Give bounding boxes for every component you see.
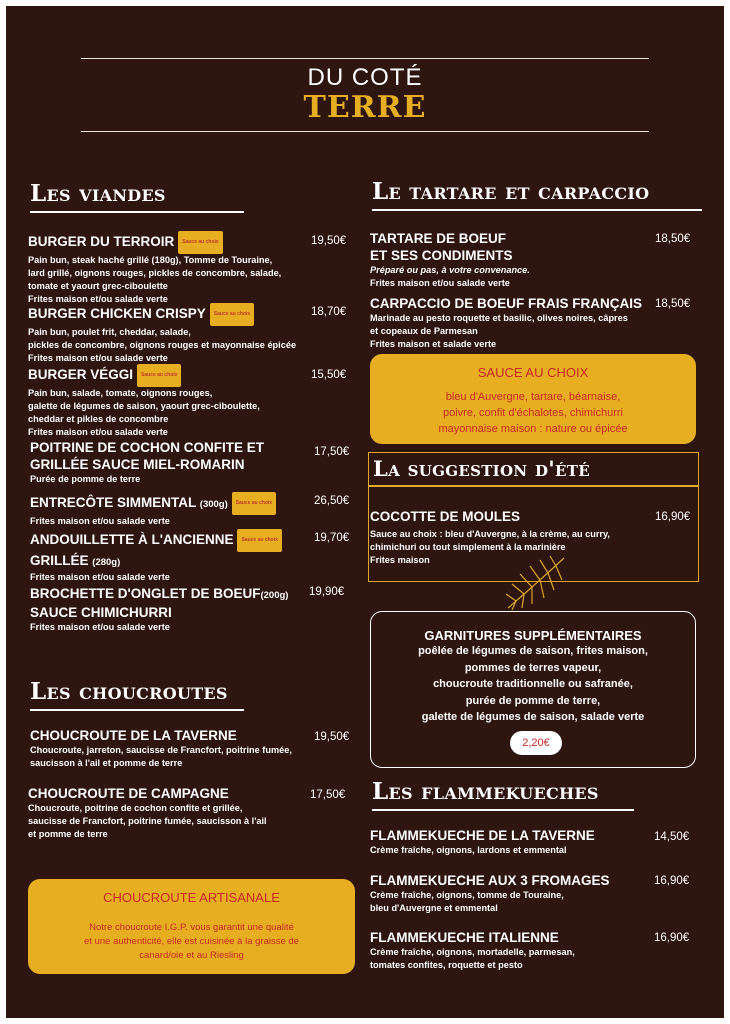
item-price: 16,90€ [655, 511, 691, 523]
section-underline [30, 709, 244, 711]
section-title-choucroutes: Les choucroutes [30, 678, 228, 705]
item-badge: Sauce au choix [232, 492, 276, 515]
item-price: 17,50€ [314, 446, 350, 458]
menu-item-brochette [30, 585, 320, 634]
item-price: 19,50€ [311, 235, 347, 247]
item-description: Pain bun, salade, tomate, oignons rouges, [28, 388, 213, 398]
item-weight: (200g) [260, 590, 289, 601]
item-name: POITRINE DE COCHON CONFITE ET [30, 440, 265, 455]
item-description: et pomme de terre [28, 829, 108, 839]
info-box-text: et une authenticité, elle est cuisinée à la graisse de [84, 936, 299, 947]
item-price: 15,50€ [311, 369, 347, 381]
section-underline [372, 209, 702, 211]
item-price: 18,50€ [655, 233, 691, 245]
item-badge: Sauce au choix [178, 231, 222, 254]
menu-item-burger-chicken [28, 303, 328, 365]
item-weight: (280g) [92, 557, 121, 568]
garnitures-price: 2,20€ [510, 731, 562, 755]
item-name: CHOUCROUTE DE CAMPAGNE [28, 786, 229, 801]
garnitures-text: purée de pomme de terre, [465, 694, 601, 707]
item-description: tomates confites, roquette et pesto [370, 960, 523, 970]
item-description: Choucroute, poitrine de cochon confite et grillée, [28, 803, 243, 813]
menu-item-flamm-taverne [370, 827, 660, 857]
section-title-tartare: Le tartare et carpaccio [372, 178, 650, 205]
item-price: 16,90€ [654, 932, 690, 944]
menu-item-entrecote [30, 492, 320, 528]
info-box-title: SAUCE AU CHOIX [477, 365, 589, 380]
header-title: TERRE [303, 90, 427, 125]
item-name: COCOTTE DE MOULES [370, 509, 521, 524]
item-description: Crème fraîche, oignons, mortadelle, parmesan, [370, 947, 575, 957]
item-description: Crème fraîche, oignons, tomme de Touraine, [370, 890, 564, 900]
garnitures-title: GARNITURES SUPPLÉMENTAIRES [424, 628, 642, 643]
item-name: CHOUCROUTE DE LA TAVERNE [30, 728, 237, 743]
item-description: pickles de concombre, oignons rouges et mayonnaise épicée [28, 340, 297, 350]
item-description: saucisse de Francfort, poitrine fumée, saucisson à l'ail [28, 816, 267, 826]
header-subtitle: DU COTÉ [307, 64, 423, 91]
item-badge: Sauce au choix [237, 529, 281, 552]
item-price: 26,50€ [314, 495, 350, 507]
menu-item-andouillette [30, 529, 320, 584]
menu-item-flamm-fromages [370, 872, 660, 915]
item-name: FLAMMEKUECHE DE LA TAVERNE [370, 828, 595, 843]
item-description: Marinade au pesto roquette et basilic, olives noires, câpres [370, 313, 628, 323]
item-description: Frites maison et/ou salade verte [30, 622, 170, 632]
item-description: saucisson à l'ail et pomme de terre [30, 758, 183, 768]
item-description: tomate et yaourt grec-ciboulette [28, 281, 168, 291]
item-price: 17,50€ [310, 789, 346, 801]
item-price: 19,70€ [314, 532, 350, 544]
garnitures-text: choucroute traditionnelle ou safranée, [433, 678, 633, 690]
item-price: 19,90€ [309, 586, 345, 598]
item-name: ANDOUILLETTE À L'ANCIENNE [30, 532, 234, 548]
info-box-text: canard/oie et au Riesling [139, 950, 244, 961]
item-description: Frites maison et/ou salade verte [28, 427, 168, 437]
item-description: et copeaux de Parmesan [370, 326, 478, 336]
item-name: TARTARE DE BOEUF [370, 231, 506, 246]
menu-item-poitrine [30, 439, 310, 486]
section-title-flammekueches: Les flammekueches [372, 778, 599, 805]
item-description: cheddar et pikles de concombre [28, 414, 169, 424]
item-description [370, 264, 650, 277]
item-name: FLAMMEKUECHE ITALIENNE [370, 930, 559, 945]
item-name: ET SES CONDIMENTS [370, 248, 513, 263]
item-description: Choucroute, jarreton, saucisse de Francfort, poitrine fumée, [30, 745, 292, 755]
header-bottom-rule [81, 131, 649, 132]
item-name: BURGER VÉGGI [28, 367, 134, 383]
item-description: Frites maison et/ou salade verte [28, 353, 168, 363]
menu-item-burger-veggi [28, 364, 328, 439]
info-box-text: Notre choucroute I.G.P. vous garantit une qualité [89, 922, 294, 933]
header-top-rule [81, 58, 649, 59]
palm-leaf-icon [502, 554, 568, 612]
item-description: Frites maison et/ou salade verte [370, 278, 510, 288]
menu-item-carpaccio [370, 295, 660, 351]
item-price: 14,50€ [654, 831, 690, 843]
item-description: Purée de pomme de terre [30, 474, 141, 484]
item-description: chimichuri ou tout simplement à la marinière [370, 542, 566, 552]
item-badge: Sauce au choix [210, 303, 254, 326]
menu-item-tartare [370, 230, 650, 290]
info-box-sauce [370, 354, 696, 444]
menu-item-choucroute-taverne [30, 727, 330, 770]
info-box-text: bleu d'Auvergne, tartare, béarnaise, [445, 391, 621, 403]
section-underline [368, 485, 698, 487]
item-description: Frites maison et/ou salade verte [30, 516, 170, 526]
garnitures-text: galette de légumes de saison, salade verte [421, 711, 645, 723]
item-description: Pain bun, poulet frit, cheddar, salade, [28, 327, 191, 337]
item-badge: Sauce au choix [137, 364, 181, 387]
menu-page [6, 6, 724, 1018]
item-price: 18,70€ [311, 306, 347, 318]
item-description: Pain bun, steak haché grillé (180g), Tomme de Touraine, [28, 255, 273, 265]
item-note: Préparé ou pas, à votre convenance. [370, 265, 530, 275]
item-name: BURGER DU TERROIR [28, 234, 175, 250]
item-description: Sauce au choix : bleu d'Auvergne, à la crème, au curry, [370, 529, 610, 539]
item-description: Crème fraîche, oignons, lardons et emmental [370, 845, 567, 855]
item-description: Frites maison et/ou salade verte [28, 294, 168, 304]
item-name: CARPACCIO DE BOEUF FRAIS FRANÇAIS [370, 296, 643, 311]
item-price: 19,50€ [314, 731, 350, 743]
garnitures-text: poêlée de légumes de saison, frites maison, [418, 645, 648, 657]
item-name: FLAMMEKUECHE AUX 3 FROMAGES [370, 873, 610, 888]
info-box-text: poivre, confit d'échalotes, chimichurri [442, 407, 623, 419]
item-description: galette de légumes de saison, yaourt grec-ciboulette, [28, 401, 260, 411]
item-description: bleu d'Auvergne et emmental [370, 903, 498, 913]
item-name: BROCHETTE D'ONGLET DE BOEUF [30, 586, 261, 601]
item-description: Frites maison [370, 555, 430, 565]
menu-item-burger-terroir [28, 231, 328, 306]
item-name: GRILLÉE SAUCE MIEL-ROMARIN [30, 457, 245, 472]
item-price: 18,50€ [655, 298, 691, 310]
item-description: Frites maison et/ou salade verte [30, 572, 170, 582]
section-underline [372, 809, 634, 811]
info-box-choucroute-artisanale [28, 879, 355, 974]
item-name: ENTRECÔTE SIMMENTAL [30, 495, 197, 511]
garnitures-text: pommes de terres vapeur, [464, 661, 602, 674]
menu-item-choucroute-campagne [28, 785, 328, 841]
info-box-title: CHOUCROUTE ARTISANALE [103, 890, 280, 905]
item-name: BURGER CHICKEN CRISPY [28, 306, 206, 322]
section-title-viandes: Les viandes [30, 180, 166, 207]
item-weight: (300g) [199, 499, 228, 511]
info-box-text: mayonnaise maison : nature ou épicée [438, 423, 628, 435]
item-price: 16,90€ [654, 875, 690, 887]
item-name: SAUCE CHIMICHURRI [30, 605, 172, 620]
item-name: GRILLÉE [30, 553, 89, 568]
menu-item-flamm-italienne [370, 929, 660, 972]
section-title-suggestion: La suggestion d'été [373, 456, 590, 481]
section-underline [30, 211, 244, 213]
item-description: Frites maison et salade verte [370, 339, 497, 349]
item-description: lard grillé, oignons rouges, pickles de concombre, salade, [28, 268, 282, 278]
